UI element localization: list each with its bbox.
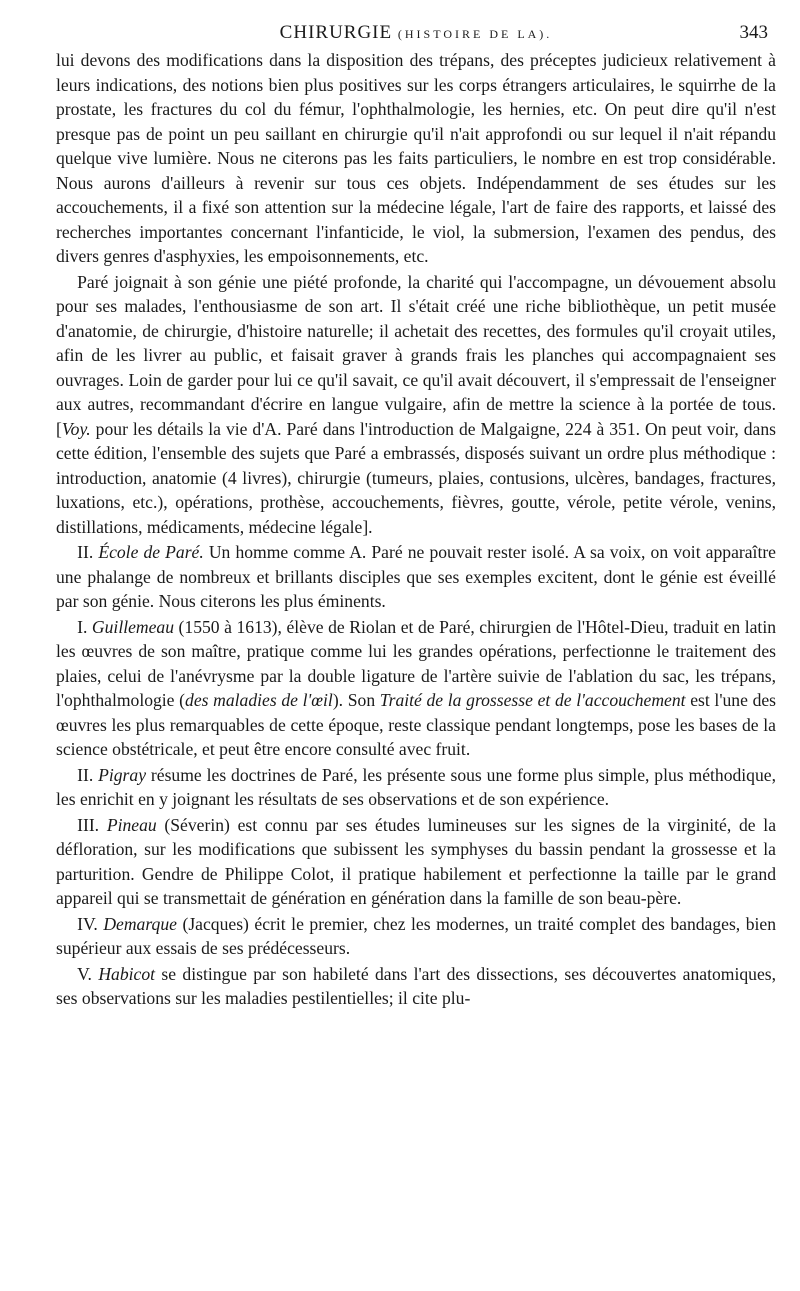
paragraph — [56, 48, 776, 269]
page-number: 343 — [739, 22, 768, 43]
italic-run: École de Paré. — [98, 542, 204, 562]
paragraph — [56, 615, 776, 762]
text-run: (Séverin) est connu par ses études lumineuses sur les signes de la virginité, de la défloration, sur les modifications que subissent les symphyses du bassin pendant la grossesse et la parturition. Gendre de Philippe Colot, il pratique habilement et perfectionne la taille par le grand appareil qui se transmettait de génération en génération dans la famille de son beau-père. — [56, 814, 777, 908]
italic-run: Pineau — [106, 814, 157, 835]
header-title: CHIRURGIE — [279, 22, 393, 43]
paragraph — [56, 270, 776, 540]
paragraph — [56, 540, 776, 614]
running-title — [56, 22, 776, 44]
text-run: (1550 à 1613), élève de Riolan et de Paré, chirurgien de l'Hôtel-Dieu, traduit en latin les œuvres de son maître, pratique comme lui les grandes opérations, perfectionne le traitement des plaies, celui de l'anévrysme par la double ligature de l'artère suivie de l'ablation du sac, les trépans, l'ophthalmologie ( — [56, 616, 777, 710]
text-run: est l'une des œuvres les plus remarquables de cette époque, reste classique pendant longtemps, pose les bases de la science obstétricale, et peut être encore consulté avec fruit. — [56, 690, 777, 759]
text-run: pour les détails la vie d'A. Paré dans l'introduction de Malgaigne, 224 à 351. On peut voir, dans cette édition, l'ensemble des sujets que Paré a embrassés, disposés suivant un ordre plus méthodique : introduction, anatomie (4 livres), chirurgie (tumeurs, plaies, contusions, ulcères, bandages, fractures, luxations, etc.), opérations, prothèse, accouchements, fièvres, goutte, vérole, petite vérole, venins, distillations, médicaments, médecine légale]. — [56, 418, 776, 537]
italic-run: Pigray — [98, 764, 147, 785]
italic-run: Voy. — [61, 418, 91, 439]
text-run: Un homme comme A. Paré ne pouvait rester isolé. A sa voix, on voit apparaître une phalange de nombreux et brillants disciples que ses exemples excitent, dont le génie est éveillé par son génie. Nous citerons les plus éminents. — [56, 542, 776, 611]
text-run: lui devons des modifications dans la disposition des trépans, des préceptes judicieux relativement à leurs indications, des notions bien plus positives sur les corps étrangers articulaires, le squirrhe de la prostate, les fractures du col du fémur, l'ophthalmologie, les hernies, etc. On peut dire qu'il n'est presque pas de point un peu saillant en chirurgie qu'il n'ait approfondi ou sur lequel il n'ait répandu quelque vive lumière. Nous ne citerons pas les faits particuliers, le nombre en est trop considérable. Nous aurons d'ailleurs à revenir sur tous ces objets. Indépendamment de ses études sur les accouchements, il a fixé son attention sur la médecine légale, l'art de faire des rapports, et laissé des recherches importantes concernant l'infanticide, le viol, la submersion, l'examen des pendus, des divers genres d'asphyxies, les empoisonnements, etc. — [56, 50, 776, 266]
text-run: II. — [77, 542, 99, 562]
text-run: Paré joignait à son génie une piété profonde, la charité qui l'accompagne, un dévouement absolu pour ses malades, l'enthousiasme de son art. Il s'était créé une riche bibliothèque, un petit musée d'anatomie, de chirurgie, d'histoire naturelle; il achetait des recettes, des formules qu'il croyait utiles, afin de les livrer au public, et faisait graver à grands frais les planches qui accompagnaient ses ouvrages. Loin de garder pour lui ce qu'il savait, ce qu'il avait découvert, il s'empressait de l'enseigner aux autres, recommandant d'écrire en langue vulgaire, afin de mettre la science à la portée de tous. [ — [56, 271, 776, 439]
text-run: II. — [77, 764, 99, 785]
paragraph — [56, 912, 776, 961]
italic-run: Habicot — [98, 963, 156, 984]
italic-run: Guillemeau — [91, 616, 175, 637]
text-run: se distingue par son habileté dans l'art des dissections, ses découvertes anatomiques, ses observations sur les maladies pestilentielles; il cite plu- — [56, 963, 777, 1008]
running-header — [56, 8, 776, 48]
text-run: V. — [77, 963, 99, 984]
italic-run: Demarque — [103, 913, 177, 934]
text-run: IV. — [77, 913, 104, 934]
paragraph — [56, 813, 776, 911]
text-run: III. — [77, 814, 107, 835]
paragraph — [56, 962, 776, 1011]
text-run: I. — [77, 616, 92, 637]
text-run: ). Son — [332, 690, 380, 710]
text-run: (Jacques) écrit le premier, chez les modernes, un traité complet des bandages, bien supérieur aux essais de ses prédécesseurs. — [56, 913, 776, 958]
text-run: résume les doctrines de Paré, les présente sous une forme plus simple, plus méthodique, les enrichit en y joignant les résultats de ses observations et de son expérience. — [56, 764, 776, 809]
paragraph — [56, 763, 776, 812]
body-text — [56, 48, 776, 1012]
header-subtitle: (HISTOIRE DE LA). — [397, 27, 553, 41]
italic-run: Traité de la grossesse et de l'accouchement — [379, 690, 686, 710]
italic-run: des maladies de l'œil — [185, 690, 333, 710]
